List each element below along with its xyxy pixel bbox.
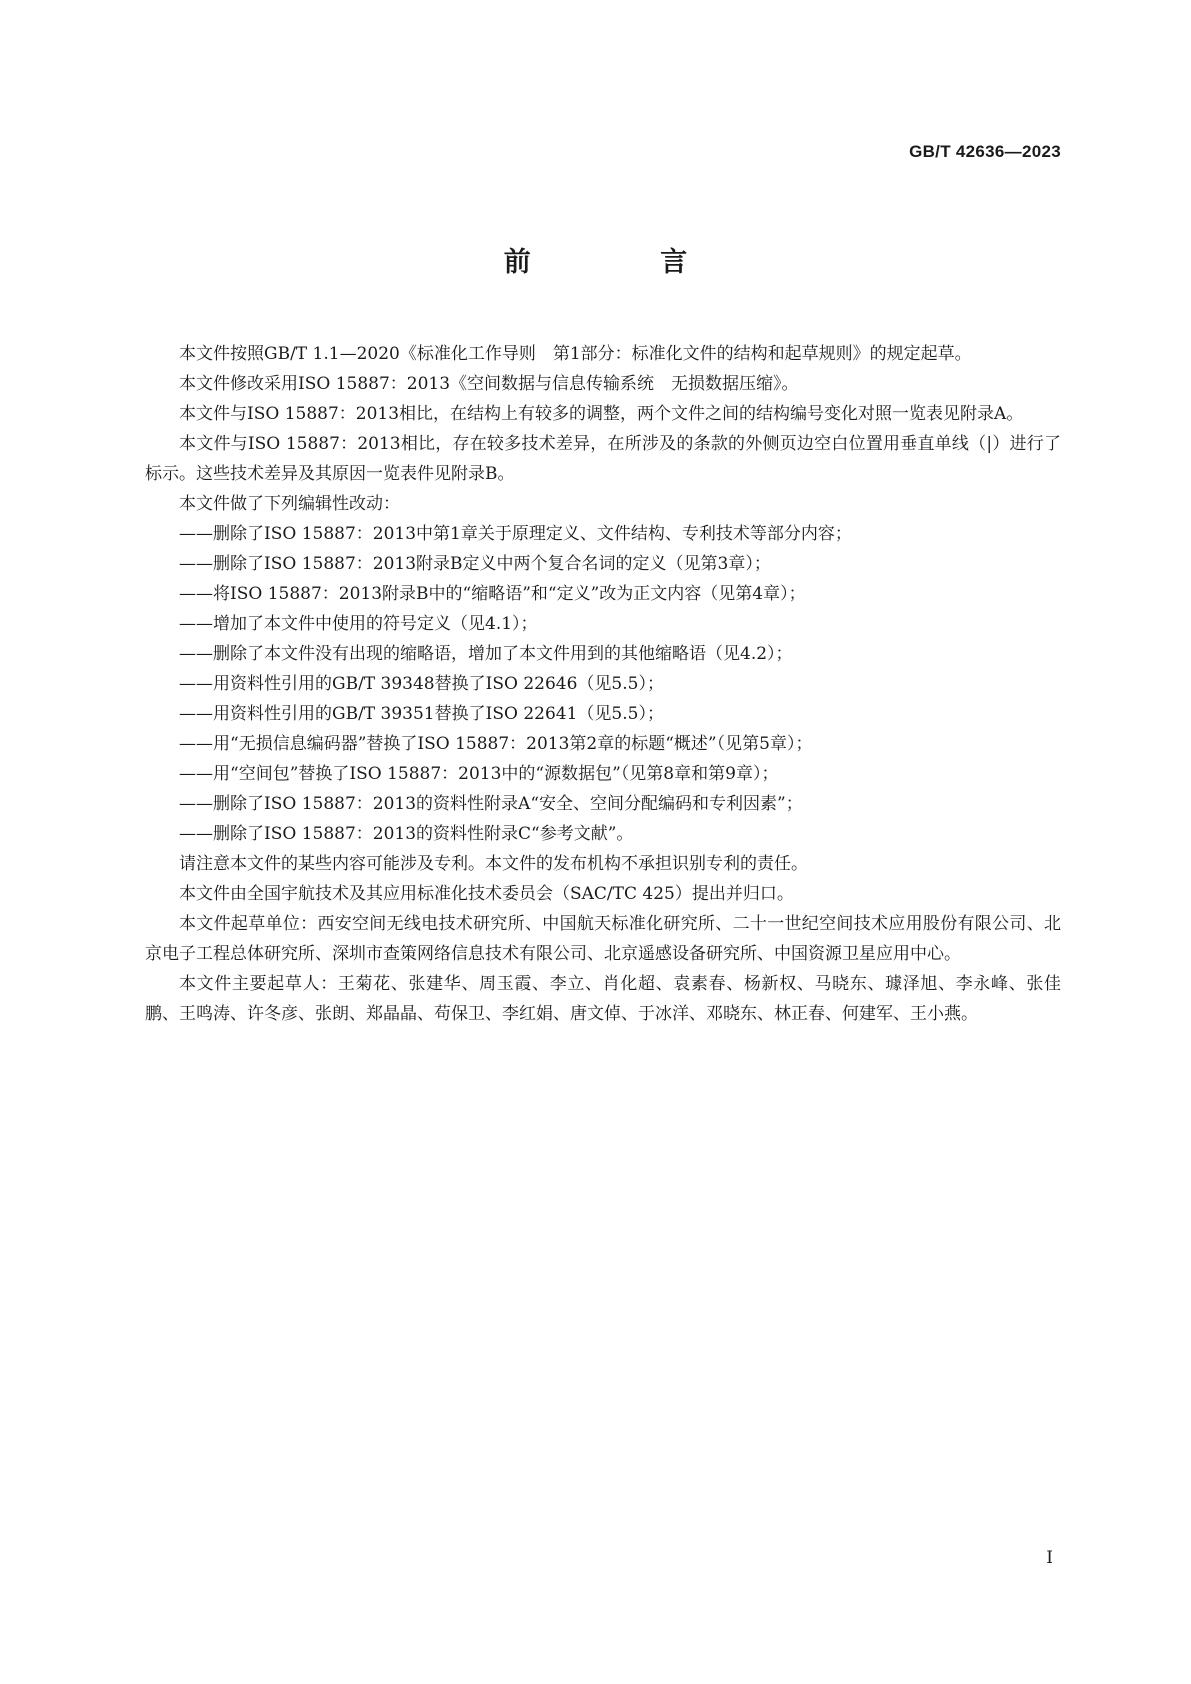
paragraph: 本文件由全国宇航技术及其应用标准化技术委员会（SAC/TC 425）提出并归口。 bbox=[179, 884, 794, 904]
paragraph: 请注意本文件的某些内容可能涉及专利。本文件的发布机构不承担识别专利的责任。 bbox=[179, 854, 808, 874]
list-item: ——删除了本文件没有出现的缩略语，增加了本文件用到的其他缩略语（见4.2）； bbox=[179, 644, 793, 664]
page-number: I bbox=[1046, 1548, 1053, 1568]
page-title: 前 言 bbox=[503, 247, 748, 278]
list-item: ——增加了本文件中使用的符号定义（见4.1）； bbox=[179, 614, 538, 634]
list-item: ——用资料性引用的GB/T 39348替换了ISO 22646（见5.5）； bbox=[179, 674, 664, 694]
foreword-body bbox=[145, 339, 1061, 1029]
standard-number: GB/T 42636—2023 bbox=[909, 142, 1061, 161]
list-item: ——删除了ISO 15887：2013中第1章关于原理定义、文件结构、专利技术等部分内容； bbox=[179, 524, 852, 544]
paragraph: 本文件与ISO 15887：2013相比，在结构上有较多的调整，两个文件之间的结构编号变化对照一览表见附录A。 bbox=[179, 404, 1024, 424]
paragraph: 本文件起草单位：西安空间无线电技术研究所、中国航天标准化研究所、二十一世纪空间技术应用股份有限公司、北京电子工程总体研究所、深圳市查策网络信息技术有限公司、北京遥感设备研究所、中国资源卫星应用中心。 bbox=[145, 914, 1061, 964]
list-item: ——用资料性引用的GB/T 39351替换了ISO 22641（见5.5）； bbox=[179, 704, 664, 724]
list-item: ——用“无损信息编码器”替换了ISO 15887：2013第2章的标题“概述”（见第5章）； bbox=[179, 734, 813, 754]
list-item: ——删除了ISO 15887：2013附录B定义中两个复合名词的定义（见第3章）； bbox=[179, 554, 771, 574]
paragraph: 本文件做了下列编辑性改动： bbox=[179, 494, 400, 514]
list-item: ——用“空间包”替换了ISO 15887：2013中的“源数据包”（见第8章和第9章）； bbox=[179, 764, 779, 784]
paragraph: 本文件与ISO 15887：2013相比，存在较多技术差异，在所涉及的条款的外侧页边空白位置用垂直单线（|）进行了标示。这些技术差异及其原因一览表件见附录B。 bbox=[145, 434, 1061, 484]
paragraph: 本文件修改采用ISO 15887：2013《空间数据与信息传输系统 无损数据压缩》。 bbox=[179, 374, 799, 394]
paragraph: 本文件按照GB/T 1.1—2020《标准化工作导则 第1部分：标准化文件的结构和起草规则》的规定起草。 bbox=[179, 344, 972, 364]
list-item: ——将ISO 15887：2013附录B中的“缩略语”和“定义”改为正文内容（见第4章）； bbox=[179, 584, 806, 604]
list-item: ——删除了ISO 15887：2013的资料性附录A“安全、空间分配编码和专利因素”； bbox=[179, 794, 803, 814]
paragraph: 本文件主要起草人：王菊花、张建华、周玉霞、李立、肖化超、袁素春、杨新权、马晓东、璩泽旭、李永峰、张佳鹏、王鸣涛、许冬彦、张朗、郑晶晶、苟保卫、李红娟、唐文倬、于冰洋、邓晓东、林正春、何建军、王小燕。 bbox=[145, 974, 1061, 1024]
list-item: ——删除了ISO 15887：2013的资料性附录C“参考文献”。 bbox=[179, 824, 634, 844]
